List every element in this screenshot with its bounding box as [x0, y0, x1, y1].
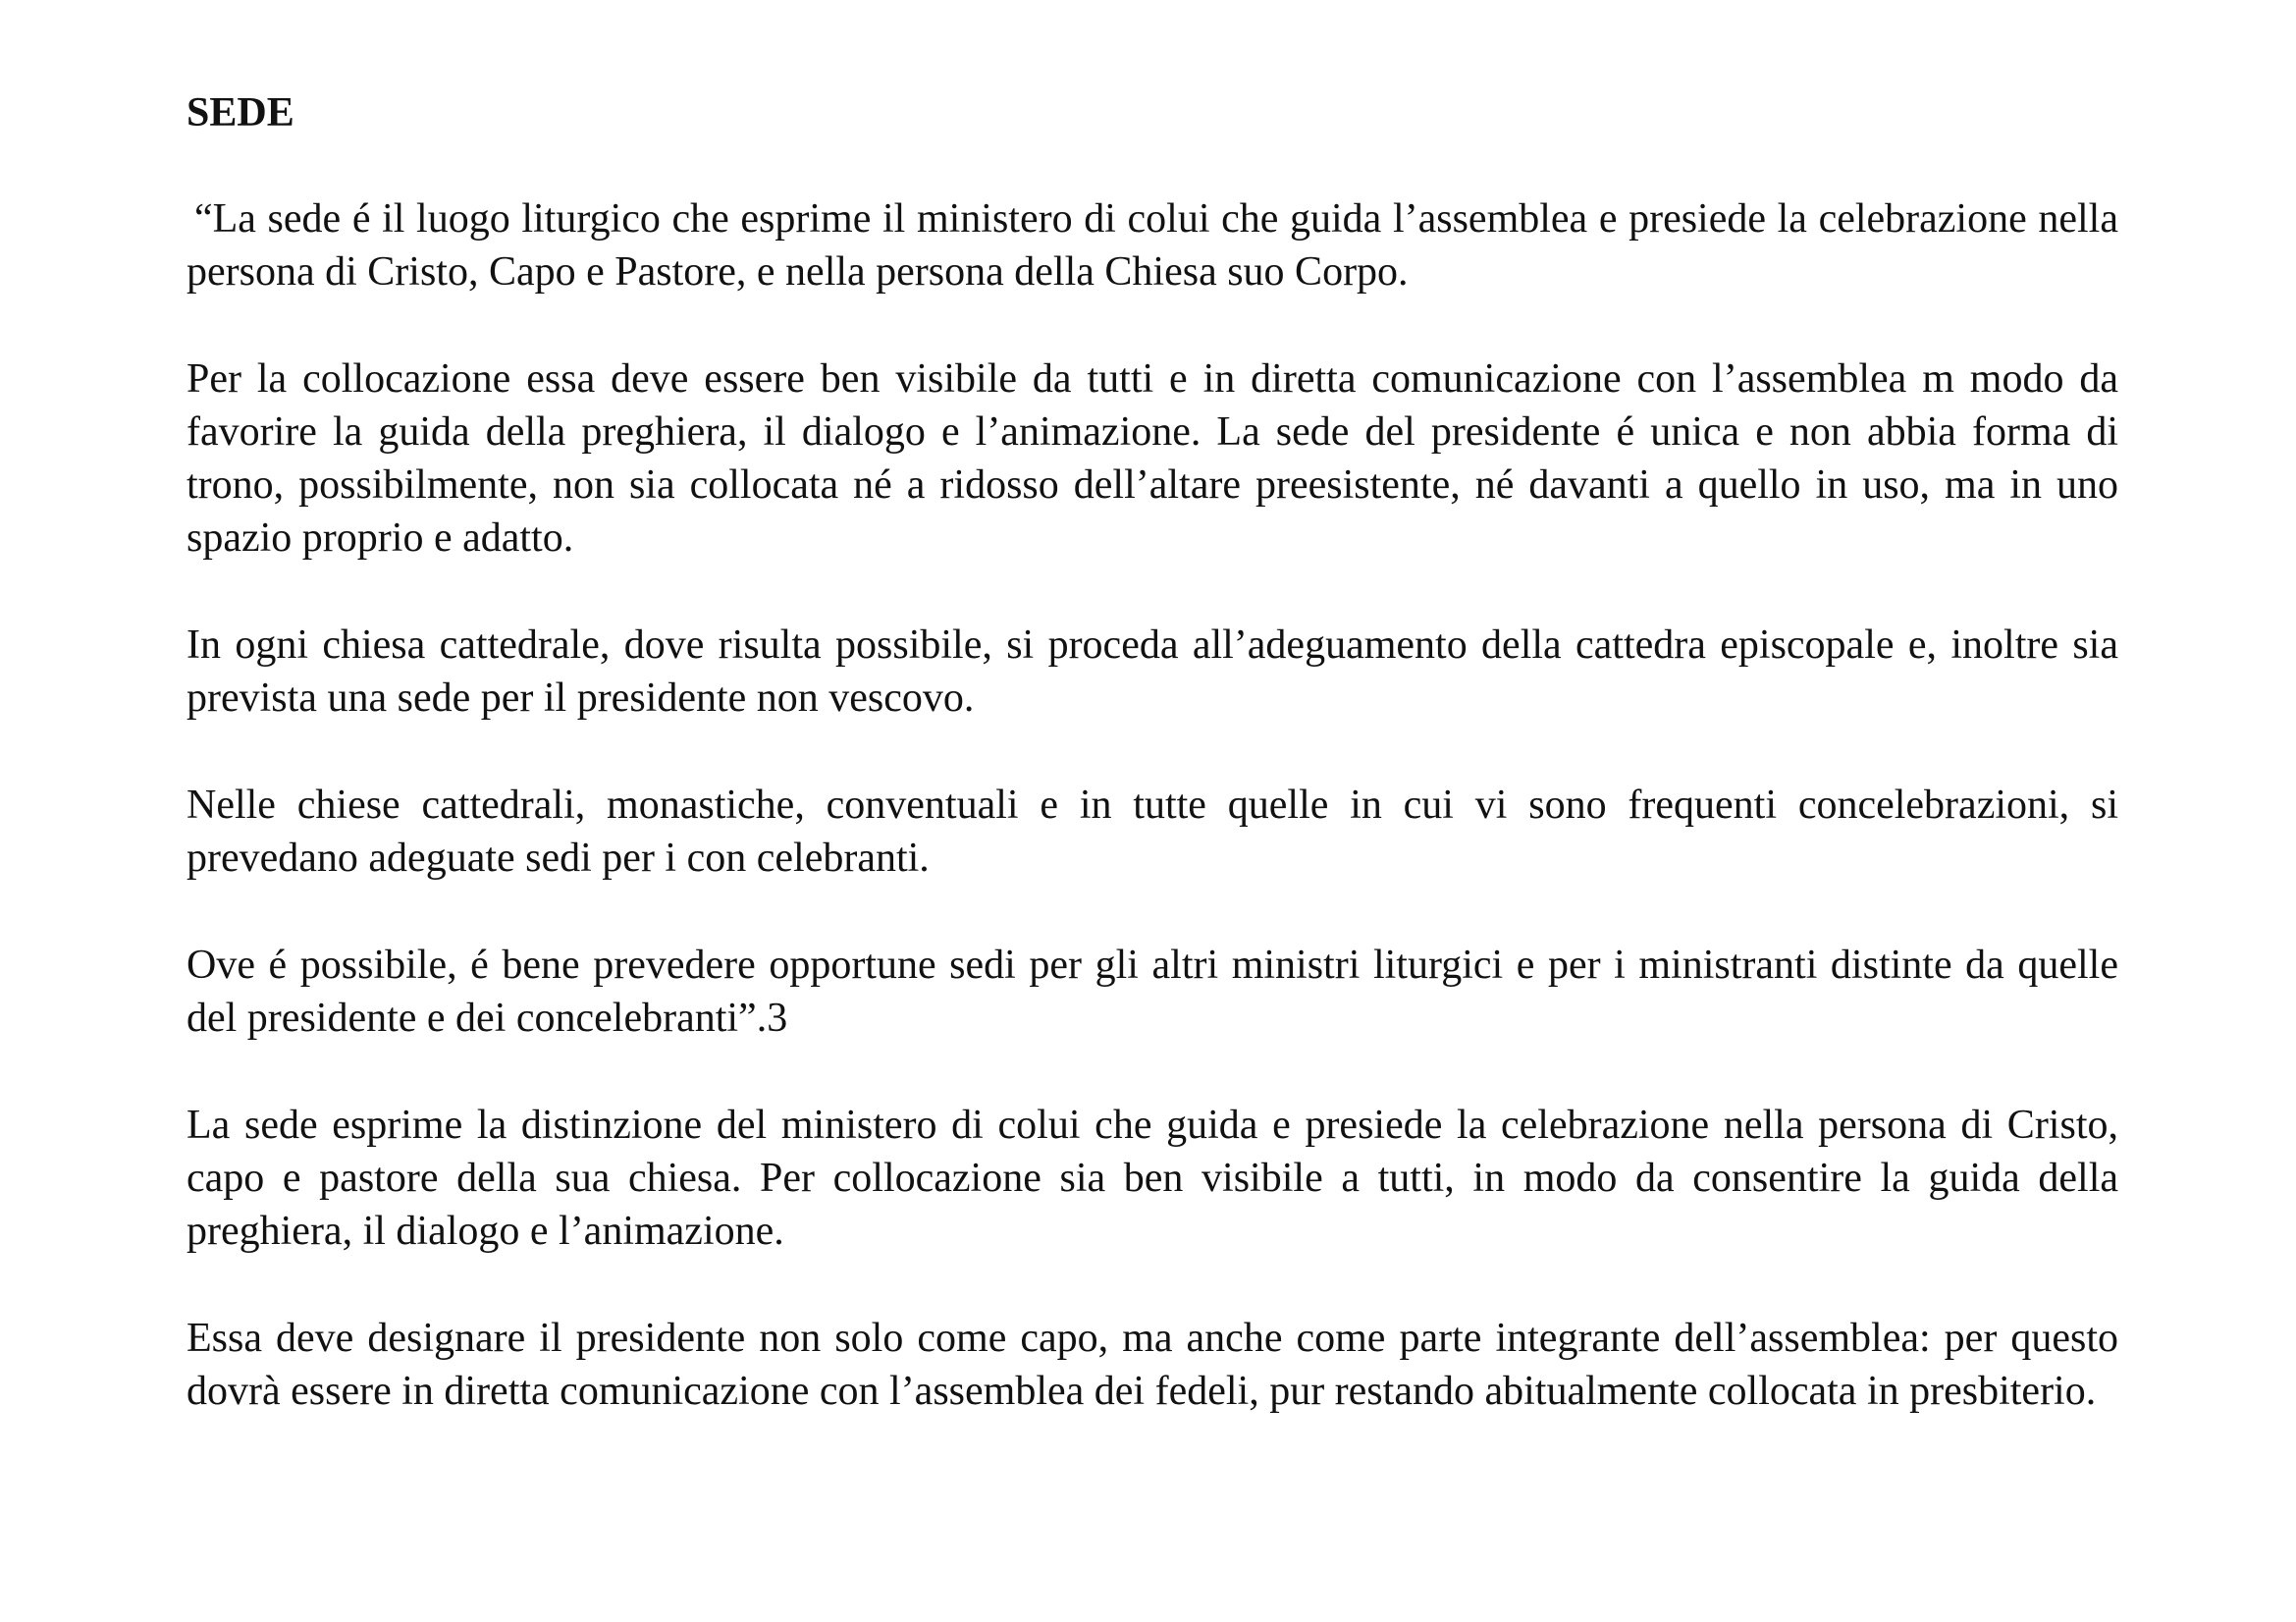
- document-body: [187, 86, 2118, 1472]
- paragraph-5: Ove é possibile, é bene prevedere opportune sedi per gli altri ministri liturgici e per i ministranti distinte da quelle del presidente e dei concelebranti”.3: [187, 943, 2118, 1041]
- paragraph-6: La sede esprime la distinzione del ministero di colui che guida e presiede la celebrazione nella persona di Cristo, capo e pastore della sua chiesa. Per collocazione sia ben visibile a tutti, in modo da consentire la guida della preghiera, il dialogo e l’animazione.: [187, 1103, 2118, 1254]
- paragraph-4: Nelle chiese cattedrali, monastiche, conventuali e in tutte quelle in cui vi sono frequenti concelebrazioni, si prevedano adeguate sedi per i con celebranti.: [187, 783, 2118, 881]
- paragraph-7: Essa deve designare il presidente non solo come capo, ma anche come parte integrante dell’assemblea: per questo dovrà essere in diretta comunicazione con l’assemblea dei fedeli, pur restando abitualmente collocata in presbiterio.: [187, 1316, 2118, 1414]
- section-heading: SEDE: [187, 90, 294, 135]
- paragraph-1: “La sede é il luogo liturgico che esprime il ministero di colui che guida l’assemblea e presiede la celebrazione nella persona di Cristo, Capo e Pastore, e nella persona della Chiesa suo Corpo.: [187, 196, 2118, 295]
- paragraph-3: In ogni chiesa cattedrale, dove risulta possibile, si proceda all’adeguamento della cattedra episcopale e, inoltre sia prevista una sede per il presidente non vescovo.: [187, 622, 2118, 721]
- paragraph-2: Per la collocazione essa deve essere ben visibile da tutti e in diretta comunicazione con l’assemblea m modo da favorire la guida della preghiera, il dialogo e l’animazione. La sede del presidente é unica e non abbia forma di trono, possibilmente, non sia collocata né a ridosso dell’altare preesistente, né davanti a quello in uso, ma in uno spazio proprio e adatto.: [187, 356, 2118, 561]
